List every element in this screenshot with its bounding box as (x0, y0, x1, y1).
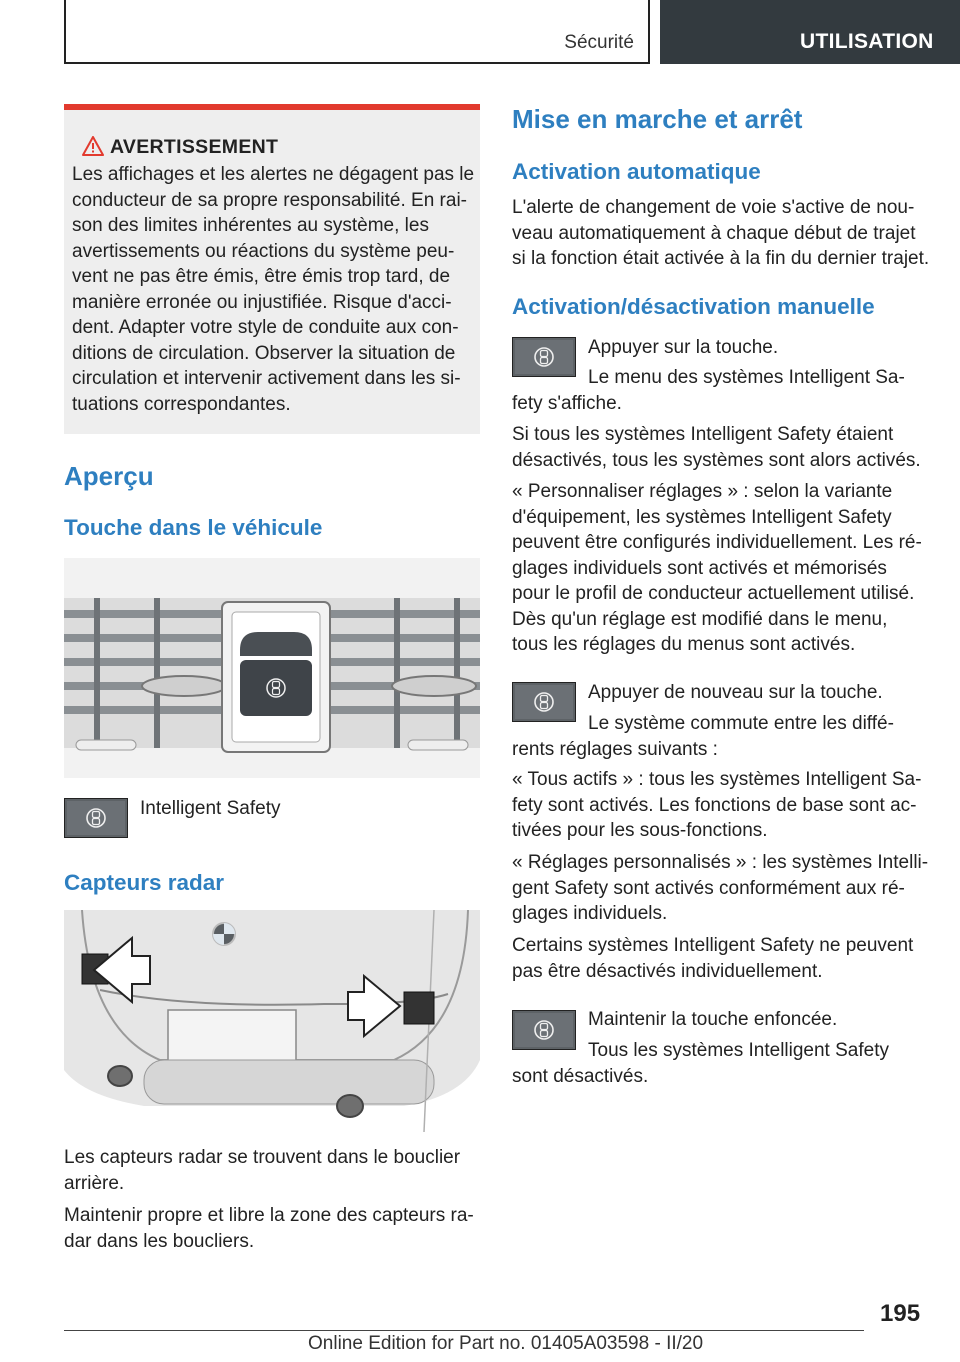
heading-touche: Touche dans le véhicule (64, 515, 323, 540)
text-line: pour le profil de conducteur actuellement utilisé. (512, 583, 915, 604)
warning-line: ditions de circulation. Observer la situation de (72, 342, 456, 364)
text-line: « Réglages personnalisés » : les systèmes Intelli- (512, 852, 929, 873)
text-line: arrière. (64, 1172, 125, 1194)
warning-text (72, 162, 477, 417)
text-line: veau automatiquement à chaque début de trajet (512, 222, 916, 244)
header-chapter-tab[interactable] (660, 0, 960, 64)
intelligent-safety-button-icon (64, 798, 128, 838)
vehicle-button-photo (64, 558, 480, 778)
text-line: Dès qu'un réglage est modifié dans le menu, (512, 608, 888, 630)
step2-line: rents réglages suivants : (512, 739, 718, 760)
text-line: Maintenir propre et libre la zone des capteurs ra- (64, 1205, 474, 1226)
warning-line: conducteur de sa propre responsabilité. En rai- (72, 189, 468, 211)
footer-divider (64, 1330, 864, 1331)
paragraph-personnaliser (512, 479, 932, 658)
warning-triangle-icon (82, 136, 104, 156)
text-line: tous les réglages du menus sont activés. (512, 634, 856, 655)
intelligent-safety-button-icon (512, 682, 576, 722)
text-line: fety sont activés. Les fonctions de base sont ac- (512, 794, 917, 816)
step2-line: Le système commute entre les diffé- (588, 713, 894, 734)
header-section-box (64, 0, 650, 64)
paragraph-capteurs-location (64, 1145, 480, 1196)
step3-line: Maintenir la touche enfoncée. (588, 1009, 838, 1030)
text-line: peuvent être configurés individuellement. Les ré- (512, 532, 922, 553)
text-line: « Personnaliser réglages » : selon la variante (512, 481, 893, 502)
paragraph-reglages-personnalises (512, 850, 932, 927)
paragraph-activation (512, 195, 932, 272)
warning-line: tuations correspondantes. (72, 393, 291, 415)
heading-activation-automatique: Activation automatique (512, 159, 761, 184)
intelligent-safety-button-icon (512, 1010, 576, 1050)
text-line: « Tous actifs » : tous les systèmes Intelligent Sa- (512, 769, 922, 790)
text-line: tivées pour les sous-fonctions. (512, 820, 768, 841)
header-section-title: Sécurité (564, 32, 634, 53)
text-line: désactivés, tous les systèmes sont alors activés. (512, 449, 921, 471)
text-line: Certains systèmes Intelligent Safety ne peuvent (512, 935, 914, 956)
warning-line: avertissements ou réactions du système peu- (72, 240, 455, 262)
text-line: Les capteurs radar se trouvent dans le bouclier (64, 1147, 461, 1168)
paragraph-certains (512, 933, 932, 984)
page-number: 195 (880, 1300, 921, 1327)
text-line: si la fonction était activée à la fin du dernier trajet. (512, 248, 930, 269)
text-line: L'alerte de changement de voie s'active de nou- (512, 197, 915, 218)
text-line: gent Safety sont activés conformément aux ré- (512, 877, 905, 899)
heading-apercu: Aperçu (64, 461, 154, 491)
text-line: pas être désactivés individuellement. (512, 960, 823, 982)
text-line: dar dans les boucliers. (64, 1230, 255, 1252)
warning-line: vent ne pas être émis, être émis trop tard, de (72, 266, 451, 287)
heading-mise-en-marche: Mise en marche et arrêt (512, 104, 803, 134)
step3-line: sont désactivés. (512, 1066, 649, 1087)
radar-sensors-photo (64, 910, 480, 1132)
warning-title: AVERTISSEMENT (110, 136, 279, 158)
paragraph-capteurs-clean (64, 1203, 480, 1254)
intelligent-safety-button-icon (512, 337, 576, 377)
step3-line: Tous les systèmes Intelligent Safety (588, 1040, 889, 1061)
text-line: glages individuels. (512, 903, 668, 924)
text-line: Si tous les systèmes Intelligent Safety étaient (512, 424, 894, 445)
warning-line: son des limites inhérentes au système, les (72, 215, 429, 236)
text-line: glages individuels sont activés et mémorisés (512, 557, 887, 579)
text-line: d'équipement, les systèmes Intelligent Safety (512, 506, 892, 528)
step1-line: fety s'affiche. (512, 393, 622, 414)
step1-line: Appuyer sur la touche. (588, 337, 779, 358)
heading-activation-manuelle: Activation/désactivation manuelle (512, 294, 875, 319)
paragraph-si-tous (512, 422, 932, 473)
step2-line: Appuyer de nouveau sur la touche. (588, 682, 883, 703)
step1-line: Le menu des systèmes Intelligent Sa- (588, 367, 905, 388)
warning-line: dent. Adapter votre style de conduite aux con- (72, 317, 459, 338)
warning-line: circulation et intervenir activement dans les si- (72, 368, 461, 389)
button-label: Intelligent Safety (140, 798, 281, 819)
warning-line: manière erronée ou injustifiée. Risque d'acci- (72, 291, 452, 313)
paragraph-tous-actifs (512, 767, 932, 844)
footer-edition: Online Edition for Part no. 01405A03598 - II/20 (308, 1333, 704, 1354)
heading-capteurs: Capteurs radar (64, 870, 225, 895)
header-chapter-title: UTILISATION (800, 30, 934, 53)
warning-line: Les affichages et les alertes ne dégagent pas le (72, 164, 475, 185)
